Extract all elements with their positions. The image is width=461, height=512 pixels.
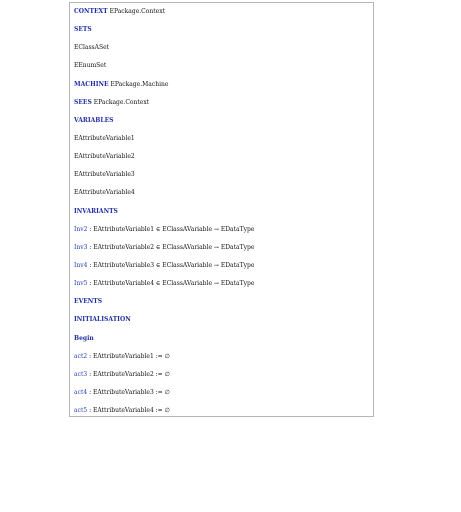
action-item	[74, 407, 170, 415]
action-label: act4	[74, 389, 88, 396]
variable-item	[74, 171, 135, 179]
invariant-label: Inv3	[74, 244, 88, 251]
action-item	[74, 389, 170, 397]
variable-item	[74, 135, 135, 143]
action-text: : EAttributeVariable4 := ∅	[89, 407, 170, 414]
invariant-item	[74, 244, 254, 252]
invariant-label: Inv5	[74, 280, 88, 287]
variable-item	[74, 153, 135, 161]
context-line	[74, 8, 165, 16]
invariant-text: : EAttributeVariable3 ∈ EClassAVariable → EDataType	[89, 262, 255, 269]
action-text: : EAttributeVariable1 := ∅	[89, 353, 170, 360]
variable-name: EAttributeVariable1	[74, 135, 135, 142]
invariants-line	[74, 208, 118, 216]
invariant-label: Inv2	[74, 226, 88, 233]
set-item	[74, 62, 106, 70]
initialisation-line	[74, 316, 131, 324]
action-item	[74, 353, 170, 361]
invariant-item	[74, 262, 254, 270]
context-name: EPackage.Context	[109, 8, 165, 15]
sees-name: EPackage.Context	[93, 99, 150, 106]
action-text: : EAttributeVariable2 := ∅	[89, 371, 170, 378]
invariants-keyword: INVARIANTS	[74, 208, 118, 215]
sets-keyword: SETS	[74, 26, 92, 33]
document-page	[69, 2, 374, 417]
set-item-name: EEnumSet	[74, 62, 107, 69]
machine-keyword: MACHINE	[74, 81, 109, 88]
action-item	[74, 371, 170, 379]
events-line	[74, 298, 102, 306]
set-item	[74, 44, 109, 52]
action-label: act3	[74, 371, 88, 378]
sees-keyword: SEES	[74, 99, 92, 106]
machine-line	[74, 81, 168, 89]
invariant-label: Inv4	[74, 262, 88, 269]
begin-keyword: Begin	[74, 335, 94, 342]
variable-name: EAttributeVariable3	[74, 171, 135, 178]
invariant-text: : EAttributeVariable4 ∈ EClassAVariable → EDataType	[89, 280, 255, 287]
invariant-text: : EAttributeVariable1 ∈ EClassAVariable → EDataType	[89, 226, 255, 233]
context-keyword: CONTEXT	[74, 8, 108, 15]
begin-line	[74, 335, 94, 343]
set-item-name: EClassASet	[74, 44, 110, 51]
action-label: act2	[74, 353, 88, 360]
sets-line	[74, 26, 92, 34]
invariant-item	[74, 280, 254, 288]
initialisation-keyword: INITIALISATION	[74, 316, 131, 323]
sees-line	[74, 99, 149, 107]
variables-line	[74, 117, 114, 125]
variable-item	[74, 189, 135, 197]
invariant-item	[74, 226, 254, 234]
variables-keyword: VARIABLES	[74, 117, 114, 124]
variable-name: EAttributeVariable4	[74, 189, 135, 196]
machine-name: EPackage.Machine	[110, 81, 169, 88]
action-text: : EAttributeVariable3 := ∅	[89, 389, 170, 396]
events-keyword: EVENTS	[74, 298, 103, 305]
invariant-text: : EAttributeVariable2 ∈ EClassAVariable → EDataType	[89, 244, 255, 251]
variable-name: EAttributeVariable2	[74, 153, 135, 160]
action-label: act5	[74, 407, 88, 414]
